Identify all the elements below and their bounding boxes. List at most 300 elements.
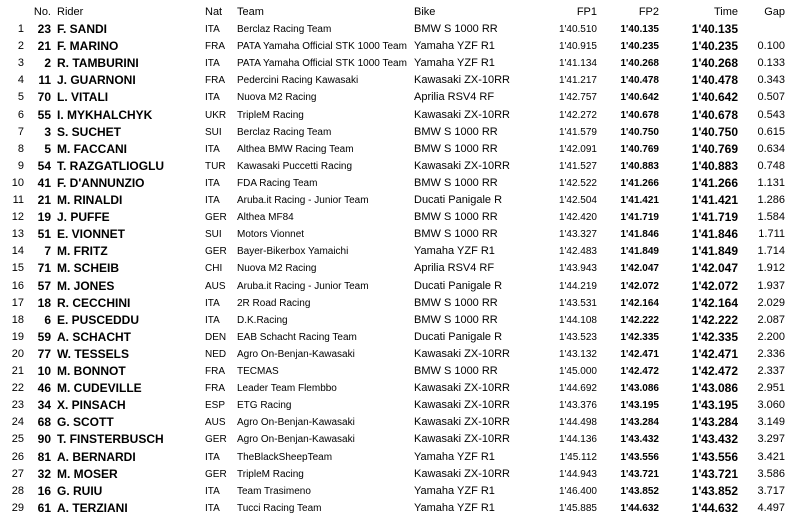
fp1-time: 1'44.219 (558, 280, 597, 292)
best-time: 1'40.135 (691, 22, 738, 36)
rider-name: G. RUIU (57, 483, 103, 498)
rider-number: 90 (37, 432, 51, 447)
team-name: Althea BMW Racing Team (237, 143, 354, 155)
team-name: Aruba.it Racing - Junior Team (237, 195, 369, 206)
team-name: Aruba.it Racing - Junior Team (237, 280, 369, 292)
header-gap: Gap (764, 6, 785, 18)
position: 13 (11, 228, 24, 241)
gap-value: 3.586 (757, 467, 785, 480)
fp2-time: 1'44.632 (620, 502, 659, 514)
table-row (0, 260, 798, 277)
rider-number: 46 (37, 381, 51, 396)
team-name: Berclaz Racing Team (237, 24, 332, 35)
nationality: FRA (205, 41, 225, 53)
fp2-time: 1'41.846 (620, 229, 659, 241)
table-row (0, 380, 798, 397)
best-time: 1'42.472 (691, 364, 738, 378)
nationality: FRA (205, 366, 225, 377)
fp1-time: 1'44.943 (558, 468, 597, 480)
header-time: Time (713, 6, 738, 18)
gap-value: 3.149 (757, 416, 785, 429)
bike-model: Kawasaki ZX-10RR (414, 347, 510, 360)
team-name: TheBlackSheepTeam (237, 451, 333, 463)
best-time: 1'41.421 (691, 193, 738, 207)
position: 14 (11, 245, 24, 258)
fp1-time: 1'41.217 (558, 75, 597, 87)
bike-model: Yamaha YZF R1 (414, 450, 495, 463)
gap-value: 1.937 (757, 279, 785, 292)
position: 2 (17, 40, 24, 53)
rider-number: 68 (37, 415, 51, 430)
gap-value: 0.748 (757, 159, 785, 172)
rider-name: R. CECCHINI (57, 295, 131, 310)
fp2-time: 1'43.284 (620, 417, 659, 429)
rider-name: I. MYKHALCHYK (57, 107, 153, 122)
team-name: Team Trasimeno (237, 485, 311, 497)
bike-model: Kawasaki ZX-10RR (414, 416, 510, 429)
rider-name: T. FINSTERBUSCH (57, 432, 164, 447)
best-time: 1'40.235 (691, 39, 738, 54)
bike-model: Ducati Panigale R (414, 194, 503, 206)
nationality: ITA (205, 143, 220, 155)
rider-name: M. BONNOT (57, 364, 126, 378)
fp2-time: 1'40.883 (620, 160, 659, 172)
table-row (0, 449, 798, 466)
position: 9 (17, 159, 24, 172)
gap-value: 0.100 (757, 40, 785, 53)
position: 4 (17, 74, 24, 87)
fp1-time: 1'45.000 (558, 366, 597, 377)
fp2-time: 1'41.421 (620, 195, 659, 206)
position: 29 (11, 501, 24, 514)
fp2-time: 1'41.719 (620, 212, 659, 224)
table-row (0, 346, 798, 363)
gap-value: 2.951 (757, 382, 785, 395)
team-name: 2R Road Racing (237, 297, 311, 309)
fp2-time: 1'43.195 (620, 400, 659, 412)
nationality: GER (205, 434, 227, 446)
gap-value: 0.343 (757, 74, 785, 87)
table-row (0, 55, 798, 72)
fp1-time: 1'43.523 (558, 331, 597, 343)
rider-number: 10 (37, 364, 51, 378)
team-name: Kawasaki Puccetti Racing (237, 160, 353, 172)
team-name: Pedercini Racing Kawasaki (237, 75, 359, 87)
table-row (0, 414, 798, 431)
best-time: 1'40.750 (691, 124, 738, 139)
rider-number: 51 (37, 227, 51, 242)
fp1-time: 1'40.510 (558, 24, 597, 35)
best-time: 1'40.883 (691, 158, 738, 173)
fp1-time: 1'44.136 (558, 434, 597, 446)
nationality: NED (205, 348, 227, 360)
table-row (0, 38, 798, 55)
gap-value: 3.060 (757, 399, 785, 412)
nationality: ITA (205, 297, 220, 309)
team-name: Agro On-Benjan-Kawasaki (237, 434, 355, 446)
fp2-time: 1'42.335 (620, 331, 659, 343)
rider-name: A. BERNARDI (57, 449, 136, 464)
best-time: 1'42.164 (691, 295, 738, 310)
rider-name: F. MARINO (57, 39, 119, 54)
fp1-time: 1'41.134 (558, 58, 597, 70)
bike-model: Aprilia RSV4 RF (414, 91, 495, 104)
rider-number: 77 (37, 346, 51, 361)
fp1-time: 1'45.112 (559, 451, 597, 463)
bike-model: Yamaha YZF R1 (414, 245, 495, 258)
rider-number: 18 (37, 295, 51, 310)
fp1-time: 1'42.757 (558, 92, 597, 104)
position: 27 (11, 467, 24, 480)
rider-name: E. PUSCEDDU (57, 312, 140, 327)
bike-model: Aprilia RSV4 RF (414, 262, 495, 275)
best-time: 1'43.556 (691, 449, 738, 464)
bike-model: BMW S 1000 RR (414, 142, 498, 155)
gap-value: 2.200 (757, 330, 785, 343)
fp2-time: 1'43.432 (620, 434, 659, 446)
best-time: 1'43.432 (691, 432, 738, 447)
table-row (0, 21, 798, 38)
best-time: 1'41.846 (691, 227, 738, 242)
fp1-time: 1'41.579 (558, 126, 597, 138)
fp1-time: 1'42.091 (558, 143, 597, 155)
rider-number: 70 (37, 90, 51, 105)
rider-name: F. D'ANNUNZIO (57, 175, 145, 190)
nationality: ESP (205, 400, 226, 412)
header-team: Team (237, 6, 264, 18)
position: 20 (11, 347, 24, 360)
table-row (0, 278, 798, 295)
table-row (0, 466, 798, 483)
bike-model: BMW S 1000 RR (414, 23, 498, 35)
table-row (0, 175, 798, 192)
team-name: Bayer-Bikerbox Yamaichi (237, 246, 349, 258)
bike-model: Ducati Panigale R (414, 279, 503, 292)
bike-model: Kawasaki ZX-10RR (414, 467, 510, 480)
table-row (0, 89, 798, 106)
gap-value: 3.421 (757, 450, 785, 463)
rider-name: W. TESSELS (57, 346, 130, 361)
rider-number: 81 (37, 449, 51, 464)
fp2-time: 1'40.478 (620, 75, 659, 87)
header-fp2: FP2 (638, 6, 659, 18)
gap-value: 0.507 (757, 91, 785, 104)
rider-name: M. FACCANI (57, 141, 127, 156)
table-row (0, 483, 798, 500)
gap-value: 2.029 (757, 296, 785, 309)
rider-number: 11 (38, 73, 51, 88)
gap-value: 1.714 (757, 245, 785, 258)
team-name: FDA Racing Team (237, 177, 318, 189)
rider-number: 21 (37, 39, 51, 54)
nationality: ITA (205, 92, 220, 104)
rider-number: 55 (37, 107, 51, 122)
team-name: Leader Team Flembbo (237, 383, 337, 395)
nationality: ITA (205, 314, 220, 326)
header-bike: Bike (414, 6, 436, 18)
nationality: SUI (205, 126, 222, 138)
rider-name: J. GUARNONI (57, 73, 136, 88)
gap-value: 3.717 (757, 484, 785, 497)
best-time: 1'40.642 (691, 90, 738, 105)
team-name: D.K.Racing (237, 314, 288, 326)
position: 23 (11, 399, 24, 412)
fp1-time: 1'42.522 (558, 177, 597, 189)
team-name: Agro On-Benjan-Kawasaki (237, 348, 355, 360)
fp2-time: 1'40.642 (620, 92, 659, 104)
position: 1 (17, 23, 24, 35)
rider-name: M. SCHEIB (57, 261, 120, 276)
gap-value: 0.543 (757, 108, 785, 121)
nationality: ITA (205, 177, 220, 189)
bike-model: Kawasaki ZX-10RR (414, 74, 510, 87)
gap-value: 4.497 (757, 501, 785, 514)
rider-number: 19 (37, 210, 51, 225)
rider-number: 61 (37, 500, 51, 515)
fp2-time: 1'42.222 (620, 314, 659, 326)
fp1-time: 1'42.420 (558, 212, 597, 224)
rider-name: M. MOSER (57, 466, 118, 481)
best-time: 1'43.721 (691, 466, 738, 481)
bike-model: BMW S 1000 RR (414, 313, 498, 326)
team-name: Berclaz Racing Team (237, 126, 332, 138)
best-time: 1'42.335 (691, 329, 738, 344)
fp2-time: 1'43.086 (620, 383, 659, 395)
fp1-time: 1'43.376 (558, 400, 597, 412)
table-row (0, 295, 798, 312)
bike-model: BMW S 1000 RR (414, 296, 498, 309)
best-time: 1'42.471 (691, 346, 738, 361)
best-time: 1'40.478 (691, 73, 738, 88)
table-row (0, 431, 798, 448)
fp1-time: 1'43.327 (558, 229, 597, 241)
fp2-time: 1'40.678 (620, 109, 659, 121)
rider-number: 2 (44, 56, 51, 71)
fp2-time: 1'43.556 (620, 451, 659, 463)
team-name: Nuova M2 Racing (237, 263, 317, 275)
fp2-time: 1'40.135 (620, 24, 659, 35)
rider-number: 3 (44, 124, 51, 139)
bike-model: Yamaha YZF R1 (414, 501, 495, 514)
rider-number: 54 (37, 158, 51, 173)
position: 19 (11, 330, 24, 343)
best-time: 1'41.849 (691, 244, 738, 259)
team-name: PATA Yamaha Official STK 1000 Team (237, 58, 407, 70)
fp2-time: 1'43.852 (620, 485, 659, 497)
team-name: Althea MF84 (237, 212, 294, 224)
fp1-time: 1'46.400 (558, 485, 597, 497)
gap-value: 0.133 (757, 57, 785, 70)
table-row (0, 141, 798, 158)
position: 24 (11, 416, 24, 429)
fp2-time: 1'41.266 (620, 177, 659, 189)
rider-name: L. VITALI (57, 90, 109, 105)
table-row (0, 329, 798, 346)
rider-number: 6 (44, 312, 51, 327)
gap-value: 0.634 (757, 142, 785, 155)
gap-value: 1.286 (757, 194, 785, 206)
gap-value: 1.584 (757, 211, 785, 224)
nationality: AUS (205, 280, 226, 292)
table-row (0, 226, 798, 243)
position: 15 (11, 262, 24, 275)
rider-name: G. SCOTT (57, 415, 114, 430)
nationality: DEN (205, 331, 227, 343)
header-rider: Rider (57, 6, 84, 18)
bike-model: Kawasaki ZX-10RR (414, 382, 510, 395)
team-name: Tucci Racing Team (237, 502, 322, 514)
rider-name: A. SCHACHT (57, 329, 131, 344)
rider-name: S. SUCHET (57, 124, 122, 139)
table-row (0, 209, 798, 226)
table-row (0, 158, 798, 175)
bike-model: Yamaha YZF R1 (414, 40, 495, 53)
fp2-time: 1'41.849 (620, 246, 659, 258)
bike-model: BMW S 1000 RR (414, 176, 498, 189)
fp1-time: 1'43.531 (558, 297, 597, 309)
position: 26 (11, 450, 24, 463)
bike-model: Yamaha YZF R1 (414, 484, 495, 497)
rider-name: A. TERZIANI (57, 500, 128, 515)
bike-model: Ducati Panigale R (414, 330, 503, 343)
fp1-time: 1'42.504 (558, 195, 597, 206)
gap-value: 3.297 (757, 433, 785, 446)
rider-number: 7 (44, 244, 51, 259)
nationality: ITA (205, 195, 220, 206)
position: 8 (17, 142, 24, 155)
position: 28 (11, 484, 24, 497)
rider-number: 21 (37, 193, 51, 207)
table-row (0, 363, 798, 380)
fp2-time: 1'43.721 (620, 468, 659, 480)
header-no: No. (33, 6, 51, 18)
position: 7 (17, 125, 24, 138)
rider-number: 34 (37, 398, 51, 413)
position: 22 (11, 382, 24, 395)
fp1-time: 1'44.498 (558, 417, 597, 429)
team-name: EAB Schacht Racing Team (237, 331, 357, 343)
table-row (0, 107, 798, 124)
rider-name: M. FRITZ (57, 244, 108, 259)
bike-model: BMW S 1000 RR (414, 228, 498, 241)
rider-name: J. PUFFE (57, 210, 110, 225)
fp1-time: 1'42.272 (558, 109, 597, 121)
table-row (0, 192, 798, 209)
nationality: ITA (205, 502, 220, 514)
nationality: FRA (205, 383, 225, 395)
bike-model: Kawasaki ZX-10RR (414, 433, 510, 446)
nationality: FRA (205, 75, 225, 87)
rider-number: 32 (37, 466, 51, 481)
fp1-time: 1'44.692 (558, 383, 597, 395)
best-time: 1'43.195 (691, 398, 738, 413)
rider-number: 41 (37, 175, 51, 190)
rider-number: 16 (37, 483, 51, 498)
team-name: ETG Racing (237, 400, 292, 412)
bike-model: Kawasaki ZX-10RR (414, 399, 510, 412)
nationality: ITA (205, 58, 220, 70)
fp2-time: 1'42.472 (620, 366, 659, 377)
gap-value: 1.711 (758, 228, 785, 241)
position: 6 (17, 108, 24, 121)
fp1-time: 1'44.108 (558, 314, 597, 326)
best-time: 1'40.678 (691, 107, 738, 122)
team-name: Motors Vionnet (237, 229, 305, 241)
nationality: SUI (205, 229, 222, 241)
gap-value: 2.336 (757, 347, 785, 360)
rider-number: 59 (37, 329, 51, 344)
team-name: Agro On-Benjan-Kawasaki (237, 417, 355, 429)
team-name: TripleM Racing (237, 468, 304, 480)
best-time: 1'44.632 (691, 500, 738, 515)
rider-number: 23 (37, 22, 51, 36)
rider-name: M. CUDEVILLE (57, 381, 142, 396)
bike-model: BMW S 1000 RR (414, 125, 498, 138)
rider-name: X. PINSACH (57, 398, 126, 413)
best-time: 1'42.222 (691, 312, 738, 327)
fp1-time: 1'40.915 (558, 41, 597, 53)
gap-value: 1.912 (757, 262, 785, 275)
bike-model: Kawasaki ZX-10RR (414, 159, 510, 172)
rider-name: E. VIONNET (57, 227, 126, 242)
fp1-time: 1'43.943 (558, 263, 597, 275)
nationality: GER (205, 212, 227, 224)
table-row (0, 72, 798, 89)
best-time: 1'42.072 (691, 278, 738, 293)
nationality: UKR (205, 109, 227, 121)
nationality: AUS (205, 417, 226, 429)
header-nat: Nat (205, 6, 223, 18)
position: 21 (11, 365, 24, 377)
team-name: Nuova M2 Racing (237, 92, 317, 104)
best-time: 1'40.769 (691, 141, 738, 156)
position: 12 (11, 211, 24, 224)
best-time: 1'43.086 (691, 381, 738, 396)
position: 5 (17, 91, 24, 104)
position: 10 (11, 176, 24, 189)
table-row (0, 312, 798, 329)
gap-value: 0.615 (757, 125, 785, 138)
team-name: TECMAS (237, 366, 279, 377)
team-name: PATA Yamaha Official STK 1000 Team (237, 41, 407, 53)
best-time: 1'42.047 (691, 261, 738, 276)
table-header (0, 4, 798, 21)
nationality: ITA (205, 451, 220, 463)
best-time: 1'41.266 (691, 175, 738, 190)
nationality: ITA (205, 485, 220, 497)
gap-value: 2.337 (757, 365, 785, 377)
fp1-time: 1'41.527 (558, 160, 597, 172)
rider-name: F. SANDI (57, 22, 108, 36)
fp2-time: 1'42.047 (620, 263, 659, 275)
best-time: 1'43.852 (691, 483, 738, 498)
position: 3 (17, 57, 24, 70)
fp2-time: 1'42.471 (620, 348, 659, 360)
fp2-time: 1'40.750 (620, 126, 659, 138)
nationality: GER (205, 468, 227, 480)
bike-model: BMW S 1000 RR (414, 211, 498, 224)
gap-value: 2.087 (757, 313, 785, 326)
rider-number: 71 (37, 261, 51, 276)
fp1-time: 1'42.483 (558, 246, 597, 258)
fp2-time: 1'42.164 (620, 297, 659, 309)
rider-name: R. TAMBURINI (57, 56, 139, 71)
fp2-time: 1'40.268 (620, 58, 659, 70)
rider-name: T. RAZGATLIOGLU (57, 158, 165, 173)
header-fp1: FP1 (576, 6, 597, 18)
table-row (0, 500, 798, 517)
best-time: 1'43.284 (691, 415, 738, 430)
